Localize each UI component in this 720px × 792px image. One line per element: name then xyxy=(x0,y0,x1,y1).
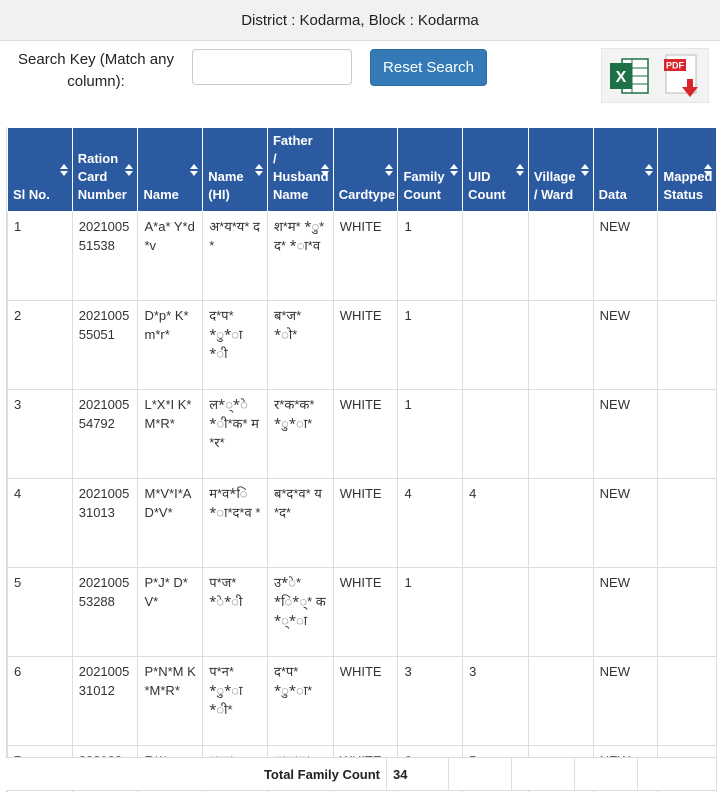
table-cell xyxy=(658,390,717,479)
table-cell: प*ज* *े*ी xyxy=(203,568,268,657)
table-cell: अ*य*य* द* xyxy=(203,212,268,301)
table-cell: M*V*I*A D*V* xyxy=(138,479,203,568)
table-cell: 202100551538 xyxy=(72,212,138,301)
table-cell: 202100531013 xyxy=(72,479,138,568)
sort-icon[interactable] xyxy=(125,164,133,176)
table-cell xyxy=(528,657,593,746)
column-header[interactable] xyxy=(463,128,529,212)
table-cell: र*क*क* *ु*ा* xyxy=(267,390,333,479)
table-row[interactable] xyxy=(8,390,717,479)
search-label: Search Key (Match any column): xyxy=(18,51,174,90)
sort-icon[interactable] xyxy=(385,164,393,176)
column-header[interactable] xyxy=(138,128,203,212)
table-cell: 2 xyxy=(8,301,73,390)
ration-card-table xyxy=(6,127,717,792)
table-cell: 202100553288 xyxy=(72,568,138,657)
column-header-label: Family Count xyxy=(403,169,445,202)
page-title: District : Kodarma, Block : Kodarma xyxy=(241,11,479,29)
sort-icon[interactable] xyxy=(704,164,712,176)
column-header[interactable] xyxy=(658,128,717,212)
table-cell: WHITE xyxy=(333,390,398,479)
footer-cell xyxy=(448,758,512,790)
column-header[interactable] xyxy=(398,128,463,212)
table-footer xyxy=(6,757,716,791)
footer-cell xyxy=(511,758,575,790)
table-cell: NEW xyxy=(593,390,658,479)
table-cell xyxy=(658,212,717,301)
column-header-label: Father / Husband Name xyxy=(272,133,329,202)
column-header[interactable] xyxy=(593,128,658,212)
table-row[interactable] xyxy=(8,568,717,657)
table-cell: P*J* D*V* xyxy=(138,568,203,657)
sort-icon[interactable] xyxy=(516,164,524,176)
table-cell xyxy=(658,301,717,390)
table-cell: NEW xyxy=(593,479,658,568)
table-row[interactable] xyxy=(8,479,717,568)
export-toolbar xyxy=(601,48,709,103)
table-cell: A*a* Y*d*v xyxy=(138,212,203,301)
table-cell: म*व*ि *ा*द*व * xyxy=(203,479,268,568)
table-cell: WHITE xyxy=(333,212,398,301)
table-cell: 6 xyxy=(8,657,73,746)
table-cell: 202100555051 xyxy=(72,301,138,390)
footer-cell xyxy=(574,758,638,790)
column-header-label: Village / Ward xyxy=(533,169,576,202)
table-cell: ब*द*व* य*द* xyxy=(267,479,333,568)
svg-text:PDF: PDF xyxy=(666,60,684,71)
table-cell xyxy=(658,568,717,657)
table-cell: 1 xyxy=(398,212,463,301)
table-cell: L*X*I K*M*R* xyxy=(138,390,203,479)
table-cell xyxy=(658,657,717,746)
table-cell: 3 xyxy=(398,657,463,746)
table-cell: ल*्*े *ी*क* म*र* xyxy=(203,390,268,479)
column-header[interactable] xyxy=(333,128,398,212)
table-cell xyxy=(463,390,529,479)
table-cell: 1 xyxy=(398,390,463,479)
search-input[interactable] xyxy=(192,49,352,85)
table-cell: ब*ज* *ो* xyxy=(267,301,333,390)
table-cell xyxy=(528,390,593,479)
column-header-label: Data xyxy=(598,187,627,202)
table-cell: श*म* *ु*द* *ा*व xyxy=(267,212,333,301)
table-cell: द*प* *ु*ा* xyxy=(267,657,333,746)
table-cell: द*प* *ु*ा *ी xyxy=(203,301,268,390)
table-cell: WHITE xyxy=(333,479,398,568)
sort-icon[interactable] xyxy=(450,164,458,176)
column-header[interactable] xyxy=(8,128,73,212)
column-header-label: Name (HI) xyxy=(208,169,244,202)
table-cell: NEW xyxy=(593,301,658,390)
table-cell: D*p* K*m*r* xyxy=(138,301,203,390)
table-cell xyxy=(528,479,593,568)
table-cell: WHITE xyxy=(333,568,398,657)
table-body xyxy=(8,212,717,792)
column-header-label: Name xyxy=(143,187,179,202)
table-cell: 1 xyxy=(398,301,463,390)
column-header[interactable] xyxy=(72,128,138,212)
table-cell: WHITE xyxy=(333,301,398,390)
table-header-row xyxy=(8,128,717,212)
table-cell: उ*े* *ि*्* क*्*ा xyxy=(267,568,333,657)
table-cell: 3 xyxy=(8,390,73,479)
table-cell xyxy=(528,301,593,390)
table-cell: 1 xyxy=(398,568,463,657)
table-cell: 202100531012 xyxy=(72,657,138,746)
column-header-label: UID Count xyxy=(468,169,506,202)
sort-icon[interactable] xyxy=(190,164,198,176)
table-cell: NEW xyxy=(593,657,658,746)
page-header xyxy=(0,0,720,41)
table-cell: 4 xyxy=(398,479,463,568)
table-cell xyxy=(463,568,529,657)
column-header-label: Sl No. xyxy=(13,187,50,202)
table-row[interactable] xyxy=(8,212,717,301)
column-header-label: Mapped Status xyxy=(663,169,713,202)
table-cell xyxy=(463,212,529,301)
table-cell xyxy=(463,301,529,390)
sort-icon[interactable] xyxy=(645,164,653,176)
excel-icon[interactable] xyxy=(608,55,650,97)
svg-text:X: X xyxy=(615,69,627,86)
table-cell: 5 xyxy=(8,568,73,657)
table-cell: NEW xyxy=(593,212,658,301)
table-cell: 4 xyxy=(8,479,73,568)
sort-icon[interactable] xyxy=(60,164,68,176)
table-cell: P*N*M K*M*R* xyxy=(138,657,203,746)
total-family-count-label: Total Family Count xyxy=(263,766,380,782)
column-header[interactable] xyxy=(528,128,593,212)
sort-icon[interactable] xyxy=(255,164,263,176)
table-cell: 1 xyxy=(8,212,73,301)
table-cell: 202100554792 xyxy=(72,390,138,479)
table-row[interactable] xyxy=(8,657,717,746)
footer-cell xyxy=(637,758,717,790)
column-header-label: Cardtype xyxy=(338,187,396,202)
column-header[interactable] xyxy=(203,128,268,212)
table-cell: 4 xyxy=(463,479,529,568)
column-header[interactable] xyxy=(267,128,333,212)
table-cell xyxy=(658,479,717,568)
column-header-label: Ration Card Number xyxy=(77,151,127,202)
table-cell: 3 xyxy=(463,657,529,746)
total-family-count-value: 34 xyxy=(386,758,448,790)
pdf-icon[interactable] xyxy=(662,53,704,99)
table-cell: NEW xyxy=(593,568,658,657)
reset-search-button[interactable]: Reset Search xyxy=(370,49,487,86)
table-cell: प*न* *ु*ा *ी* xyxy=(203,657,268,746)
sort-icon[interactable] xyxy=(321,164,329,176)
table-cell: WHITE xyxy=(333,657,398,746)
table-cell xyxy=(528,568,593,657)
table-row[interactable] xyxy=(8,301,717,390)
table-cell xyxy=(528,212,593,301)
sort-icon[interactable] xyxy=(581,164,589,176)
